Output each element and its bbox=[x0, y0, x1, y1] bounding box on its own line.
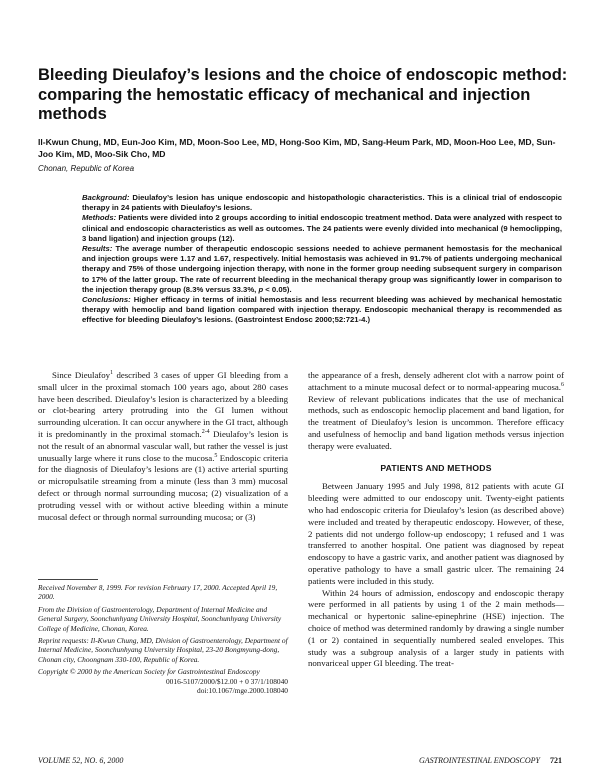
footnote-copyright bbox=[38, 667, 288, 695]
section-heading: PATIENTS AND METHODS bbox=[380, 462, 492, 473]
footnote-division: From the Division of Gastroenterology, Department of Internal Medicine and General Surgery, Soonchunhyang University Hospital, Soonchunhyang University College of Medicine, Chonan, Korea. bbox=[38, 604, 282, 633]
intro-text-b: described 3 cases of upper GI bleeding from a small ulcer in the proximal stomach 100 years ago, about 280 cases have been described. Dieulafoy’s lesion is characterized by a bleeding or clot-bearing artery protruding into the GI lumen without surrounding ulceration. It can occur anywhere in the GI tract, although it is predominantly in the proximal stomach. bbox=[38, 370, 288, 439]
background-label: Background: bbox=[82, 193, 130, 202]
footer-journal bbox=[419, 756, 562, 765]
body-column-right bbox=[308, 370, 564, 670]
footer-journal-name: GASTROINTESTINAL ENDOSCOPY bbox=[419, 756, 540, 765]
footer-volume: VOLUME 52, NO. 6, 2000 bbox=[38, 756, 124, 765]
body-column-left bbox=[38, 370, 288, 523]
methods-text: Patients were divided into 2 groups according to initial endoscopic treatment method. Data were analyzed with respect to clinical and endoscopic characteristics as well as outcomes. The 24 patients were evenly divided into mechanical (9 hemoclipping, 3 band ligation) and injection groups (12). bbox=[82, 213, 562, 243]
footnote-reprint: Reprint requests: Il-Kwun Chung, MD, Division of Gastroenterology, Department of Internal Medicine, Soonchunhyang University Hospital, 23-20 Bongmyung-dong, Chonan city, Choongnam 330-100, Republic of Korea. bbox=[38, 636, 288, 664]
intro-paragraph bbox=[38, 370, 288, 523]
methods-label: Methods: bbox=[82, 213, 117, 223]
abstract-methods bbox=[82, 213, 562, 244]
methods-paragraph-2: Within 24 hours of admission, endoscopy and endoscopic therapy were performed in all patients by using 1 of the 2 main methods—mechanical or hypertonic saline-epinephrine (HSE) injection. The choice of method was determined randomly by drawing a single number (1 or 2) contained in sequentially numbered sealed envelopes. This study was a subgroup analysis of a larger study in patients with nonvariceal upper GI bleeding. The treat- bbox=[308, 587, 564, 669]
methods-paragraph-1: Between January 1995 and July 1998, 812 patients with acute GI bleeding were admitted to our endoscopy unit. Twenty-eight patients who had endoscopic criteria for Dieulafoy’s lesion (as described above) were included and treated by therapeutic endoscopy. However, of these, 2 patients did not undergo follow-up endoscopy; 1 refused and 1 was transferred to another hospital. One patient was diagnosed by repeat endoscopy to have a gastric varix, and another patient was diagnosed by operative pathology to have a small gastric ulcer. The remaining 24 patients were included in this study. bbox=[308, 481, 564, 586]
abstract-background bbox=[82, 193, 562, 213]
copyright-codes: 0016-5107/2000/$12.00 + 0 37/1/108040 bbox=[165, 676, 288, 686]
footnote-received: Received November 8, 1999. For revision February 17, 2000. Accepted April 19, 2000. bbox=[38, 583, 278, 602]
intro-text-c: Dieulafoy’s lesion is not the result of an abnormal vascular wall, but rather the vessel is just unusually large where it runs close to the mucosa. bbox=[38, 428, 288, 463]
conclusions-text: Higher efficacy in terms of initial hemostasis and less recurrent bleeding was achieved by mechanical hemostatic therapy with hemoclip and band ligation compared with injection therapy. Endoscopic mechanical therapy is recommended as effective for bleeding Dieulafoy’s lesions. (Gastrointest Endosc 2000;52:721-4.) bbox=[82, 295, 562, 325]
results-label: Results: bbox=[82, 244, 113, 254]
footnote-divider bbox=[38, 579, 98, 580]
intro-continued bbox=[308, 370, 564, 453]
citation-ref: 5 bbox=[214, 452, 218, 459]
doi-text: doi:10.1067/mge.2000.108040 bbox=[197, 686, 288, 696]
intro-cont-text-a: the appearance of a fresh, densely adherent clot with a narrow point of attachment to a minute mucosal defect or to normal-appearing mucosa. bbox=[308, 370, 564, 392]
citation-ref: 6 bbox=[561, 381, 564, 388]
intro-cont-text-b: Review of relevant publications indicates that the use of mechanical methods, such as endoscopic hemoclip placement and band ligation, for the treatment of Dieulafoy’s lesion is uncommon. Therefore efficacy and usefulness of hemoclip and band ligation methods versus injection therapy were evaluated. bbox=[308, 393, 564, 451]
citation-ref: 1 bbox=[110, 370, 114, 377]
copyright-text: Copyright © 2000 by the American Society for Gastrointestinal Endoscopy bbox=[38, 667, 260, 677]
abstract bbox=[82, 193, 562, 326]
results-text: The average number of therapeutic endoscopic sessions needed to achieve permanent hemostasis for the mechanical and injection groups were 1.17 and 1.67, respectively. Initial hemostasis was achieved in 91.7% of patients undergoing mechanical therapy and 75% of those undergoing injection therapy, with none in the former group needing subsequent surgery in comparison to 17% of the latter group. The rate of recurrent bleeding in the mechanical therapy group was significantly lower in comparison to the injection therapy group (8.3% versus 33.3%, bbox=[82, 244, 562, 294]
intro-text-a: Since Dieulafoy bbox=[52, 370, 111, 380]
intro-text-d: Endoscopic criteria for the diagnosis of Dieulafoy’s lesions are (1) active arterial spurting or micropulsatile streaming from a minute (less than 3 mm) mucosal defect or through normal surrounding mucosa; (2) visualization of a protruding vessel with or without active bleeding within a minute mucosal defect or through normal surrounding mucosa; or (3) bbox=[38, 452, 288, 522]
abstract-results bbox=[82, 244, 562, 295]
author-list: Il-Kwun Chung, MD, Eun-Joo Kim, MD, Moon-Soo Lee, MD, Hong-Soo Kim, MD, Sang-Heum Park, MD, Moon-Hoo Lee, MD, Sun-Joo Kim, MD, Moo-Sik Cho, MD bbox=[38, 137, 556, 159]
background-text: Dieulafoy’s lesion has unique endoscopic and histopathologic characteristics. This is a clinical trial of endoscopic therapy in 24 patients with Dieulafoy’s lesions. bbox=[82, 193, 563, 213]
affiliation-location: Chonan, Republic of Korea bbox=[38, 164, 135, 173]
footnotes bbox=[38, 583, 288, 698]
page-number: 721 bbox=[550, 756, 562, 765]
conclusions-label: Conclusions: bbox=[82, 295, 131, 305]
citation-ref: 2-4 bbox=[201, 429, 210, 436]
abstract-conclusions bbox=[82, 295, 562, 326]
results-end: < 0.05). bbox=[265, 284, 292, 294]
results-p-symbol: p bbox=[258, 284, 264, 294]
article-title: Bleeding Dieulafoy’s lesions and the choice of endoscopic method: comparing the hemostatic efficacy of mechanical and injection methods bbox=[38, 66, 568, 123]
